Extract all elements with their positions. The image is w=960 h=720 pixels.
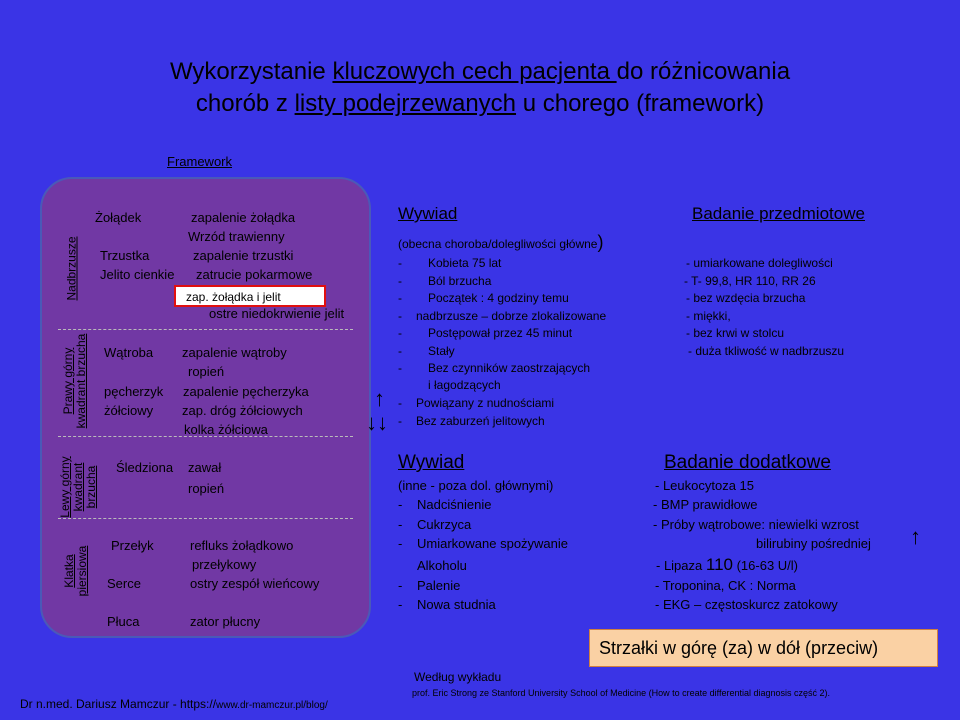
exam-item: - umiarkowane dolegliwości [686, 256, 833, 270]
lab-item: bilirubiny pośredniej [756, 536, 871, 551]
list-dash: - [398, 517, 403, 532]
list-item: Cukrzyca [417, 517, 472, 532]
organ-przelyk: Przełyk [111, 538, 154, 553]
organ-zoladek: Żołądek [95, 210, 142, 225]
wywiad-inne-heading: Wywiad [398, 452, 465, 473]
organ-zolciowy: żółciowy [104, 403, 154, 418]
diagnosis-zator: zator płucny [190, 614, 261, 629]
source-heading: Według wykładu [414, 670, 502, 684]
separator [58, 329, 353, 330]
lab-item: - Próby wątrobowe: niewielki wzrost [653, 517, 859, 532]
list-dash: - [398, 536, 403, 551]
exam-item: - bez krwi w stolcu [686, 326, 785, 340]
lab-item: - BMP prawidłowe [653, 497, 758, 512]
list-dash: - [398, 361, 402, 375]
list-item: Bez czynników zaostrzających [428, 361, 591, 375]
arrows-legend-box: Strzałki w górę (za) w dół (przeciw) [589, 629, 938, 667]
diagnosis-ropien: ropień [188, 364, 225, 379]
organ-jelito: Jelito cienkie [100, 267, 175, 282]
list-item: Alkoholu [417, 558, 467, 573]
list-item: Nadciśnienie [417, 497, 492, 512]
wywiad-subheading: (obecna choroba/dolegliwości główne) [398, 232, 604, 252]
list-item: Powiązany z nudnościami [416, 396, 555, 410]
list-dash: - [398, 414, 402, 428]
list-dash: - [398, 396, 402, 410]
list-dash: - [398, 578, 403, 593]
lab-item: - Troponina, CK : Norma [655, 578, 796, 593]
arrow-down-icon: ↓↓ [366, 410, 388, 435]
diagnosis-zap-pecherzyka: zapalenie pęcherzyka [183, 384, 309, 399]
list-item: Postępował przez 45 minut [428, 326, 573, 340]
organ-sledziona: Śledziona [116, 460, 174, 475]
diagnosis-zap-drog: zap. dróg żółciowych [182, 403, 303, 418]
list-dash: - [398, 326, 402, 340]
diagnosis-zap-watroby: zapalenie wątroby [182, 345, 287, 360]
list-item: Początek : 4 godziny temu [428, 291, 569, 305]
exam-item: - duża tkliwość w nadbrzuszu [688, 344, 845, 358]
source-text: prof. Eric Strong ze Stanford University School of Medicine (How to create differential diagnosis część 2). [412, 688, 831, 698]
list-item: Kobieta 75 lat [428, 256, 502, 270]
diagnosis-zatrucie: zatrucie pokarmowe [196, 267, 313, 282]
list-dash: - [398, 274, 402, 288]
lab-item: - Leukocytoza 15 [655, 478, 755, 493]
separator [58, 518, 353, 519]
exam-item: - bez wzdęcia brzucha [686, 291, 806, 305]
list-dash: - [398, 309, 402, 323]
list-item: Nowa studnia [417, 597, 496, 612]
slide-title: Wykorzystanie kluczowych cech pacjenta do różnicowania chorób z listy podejrzewanych u chorego (framework) [169, 58, 791, 117]
highlighted-diagnosis: zap. żołądka i jelit [174, 285, 326, 307]
diagnosis-zawal: zawał [188, 460, 222, 475]
diagnosis-refluks-2: przełykowy [192, 557, 257, 572]
framework-label: Framework [167, 154, 233, 169]
diagnosis-wrzod: Wrzód trawienny [188, 229, 285, 244]
organ-trzustka: Trzustka [100, 248, 150, 263]
organ-watroba: Wątroba [104, 345, 154, 360]
list-dash: - [398, 497, 403, 512]
diagnosis-ropien: ropień [188, 481, 225, 496]
wywiad-inne-subheading: (inne - poza dol. głównymi) [398, 478, 554, 493]
list-dash: - [398, 291, 402, 305]
section-label-nadbrzusze: Nadbrzusze [64, 236, 79, 301]
list-item: nadbrzusze – dobrze zlokalizowane [416, 309, 607, 323]
list-item: Stały [428, 344, 455, 358]
section-label-klatka: Klatka piersiowa [62, 545, 89, 597]
list-item: Umiarkowane spożywanie [417, 536, 569, 551]
list-dash: - [398, 597, 403, 612]
diagnosis-kolka: kolka żółciowa [184, 422, 268, 437]
list-item: Bez zaburzeń jelitowych [416, 414, 545, 428]
list-item: i łagodzących [428, 378, 501, 392]
diagnosis-niedokrwienie: ostre niedokrwienie jelit [209, 306, 345, 321]
list-item: Palenie [417, 578, 461, 593]
diagnosis-zap-trzustki: zapalenie trzustki [193, 248, 294, 263]
arrow-up-icon: ↑ [374, 386, 385, 411]
exam-item: - T- 99,8, HR 110, RR 26 [684, 274, 816, 288]
author-credit: Dr n.med. Dariusz Mamczur - https://www.dr-mamczur.pl/blog/ [20, 697, 328, 711]
wywiad-heading: Wywiad [398, 204, 458, 223]
list-item: Ból brzucha [428, 274, 492, 288]
organ-pecherzyk: pęcherzyk [104, 384, 164, 399]
exam-item: - miękki, [686, 309, 731, 323]
lab-item-lipaza: - Lipaza 110 (16-63 U/l) [656, 555, 799, 574]
section-label-prawy-gorny: Prawy górny kwadrant brzucha [61, 333, 88, 429]
badanie-dodatkowe-heading: Badanie dodatkowe [664, 452, 831, 473]
arrow-up-icon: ↑ [910, 524, 921, 549]
badanie-przedmiotowe-heading: Badanie przedmiotowe [692, 204, 865, 223]
organ-pluca: Płuca [107, 614, 140, 629]
diagnosis-zespol: ostry zespół wieńcowy [190, 576, 320, 591]
list-dash: - [398, 256, 402, 270]
lab-item: - EKG – częstoskurcz zatokowy [655, 597, 838, 612]
diagnosis-zap-zoladka: zapalenie żołądka [191, 210, 296, 225]
section-label-lewy-gorny: Lewy górny kwadrant brzucha [58, 456, 98, 518]
organ-serce: Serce [107, 576, 141, 591]
diagnosis-refluks: refluks żołądkowo [190, 538, 294, 553]
list-dash: - [398, 344, 402, 358]
